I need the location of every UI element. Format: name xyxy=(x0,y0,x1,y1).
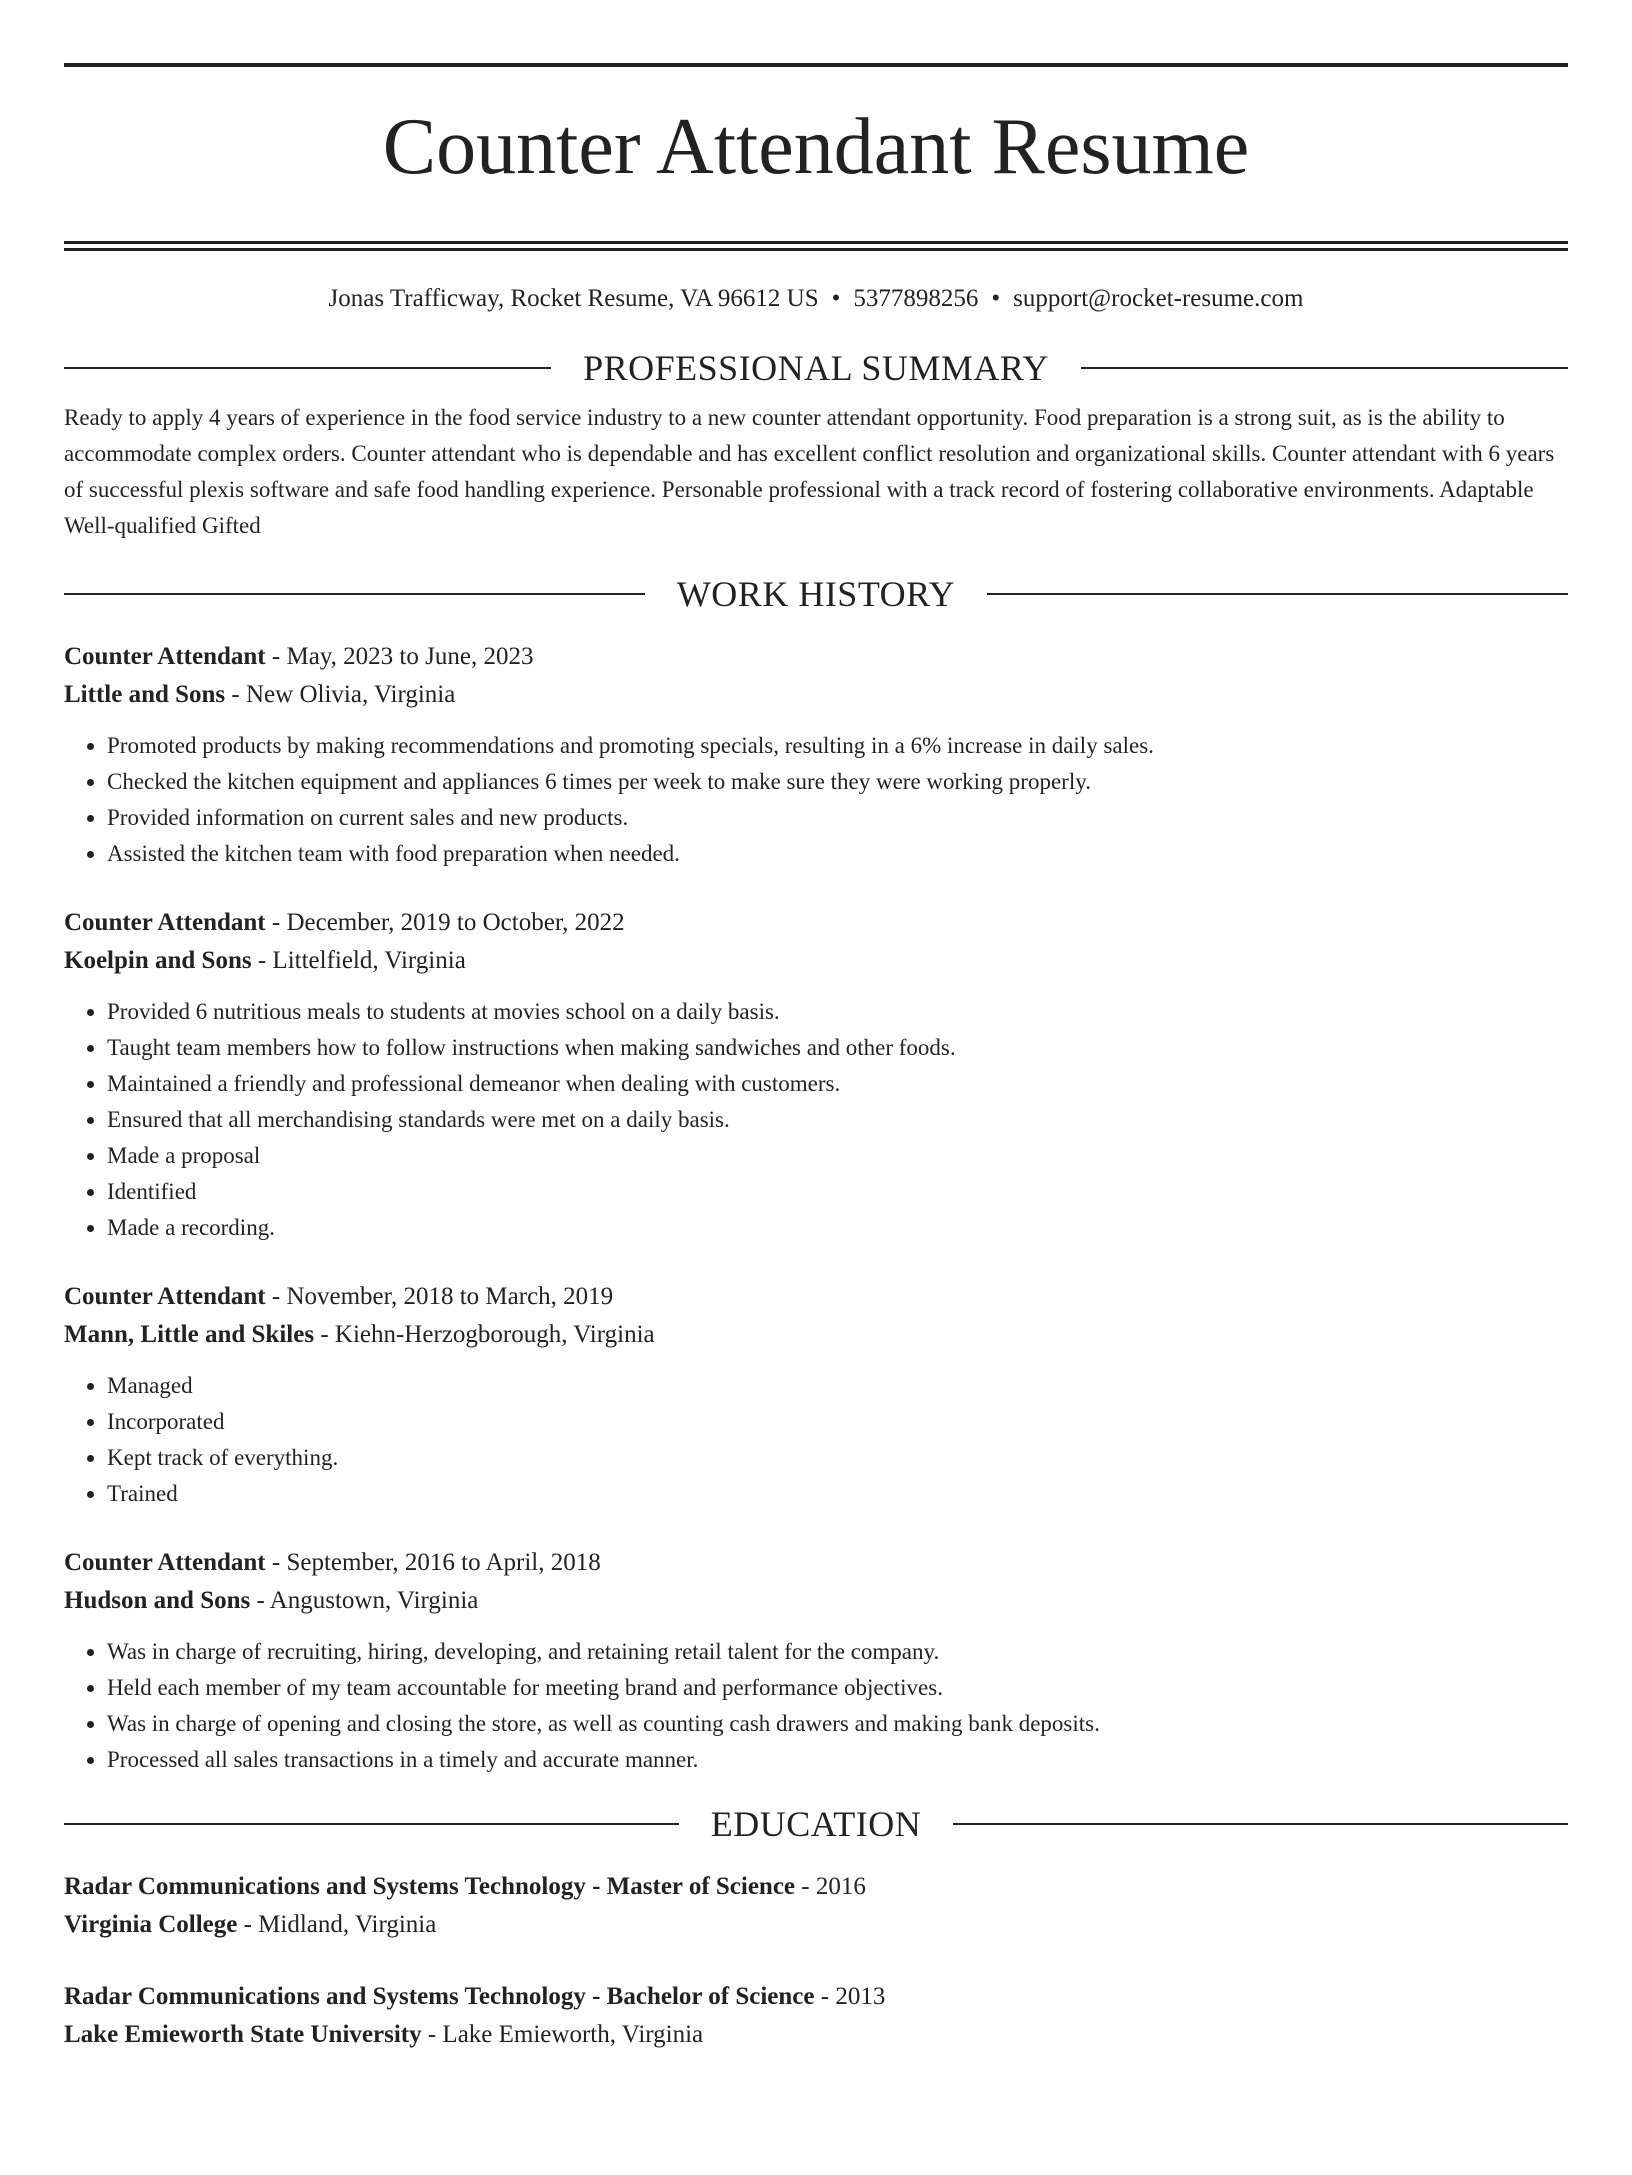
education-school: Lake Emieworth State University xyxy=(64,2020,422,2048)
job-bullet: • Held each member of my team accountable for meeting brand and performance objectives. xyxy=(107,1670,1568,1706)
job-title-line xyxy=(64,1544,1568,1582)
job-employer-line xyxy=(64,1316,1568,1354)
job-employer-line xyxy=(64,1582,1568,1620)
job-title: Counter Attendant xyxy=(64,1282,266,1310)
education-degree-line xyxy=(64,1978,1568,2016)
heading-rule-right xyxy=(1081,367,1568,369)
job-title: Counter Attendant xyxy=(64,1548,266,1576)
education-school-line xyxy=(64,1906,1568,1944)
education-entry xyxy=(64,1978,1568,2054)
job-bullet: • Processed all sales transactions in a timely and accurate manner. xyxy=(107,1742,1568,1778)
summary-text: Ready to apply 4 years of experience in the food service industry to a new counter attendant opportunity. Food preparation is a strong suit, as is the ability to accommodate complex orders. Counter attendant who is dependable and has excellent conflict resolution and organizational skills. Counter attendant with 6 years of successful plexis software and safe food handling experience. Personable professional with a track record of fostering collaborative environments. Adaptable Well-qualified Gifted xyxy=(64,404,1555,538)
heading-rule-right xyxy=(987,593,1568,595)
education-year: - 2016 xyxy=(795,1872,866,1900)
job-bullet: • Promoted products by making recommendations and promoting specials, resulting in a 6% increase in daily sales. xyxy=(107,728,1568,764)
heading-rule-left xyxy=(64,593,645,595)
job-employer: Mann, Little and Skiles xyxy=(64,1320,315,1348)
job-employer: Koelpin and Sons xyxy=(64,946,252,974)
contact-separator: • xyxy=(991,284,1001,312)
job-bullet: • Trained xyxy=(107,1476,1568,1512)
education-degree: Radar Communications and Systems Technology - Bachelor of Science xyxy=(64,1982,815,2010)
job-bullet-list xyxy=(64,728,1568,872)
job-dates: - November, 2018 to March, 2019 xyxy=(265,1282,614,1310)
contact-address: Jonas Trafficway, Rocket Resume, VA 96612 US xyxy=(328,284,819,312)
job-title-line xyxy=(64,638,1568,676)
job-entry xyxy=(64,1278,1568,1512)
contact-email: support@rocket-resume.com xyxy=(1013,284,1304,312)
section-title: EDUCATION xyxy=(710,1803,922,1844)
job-bullet: • Ensured that all merchandising standards were met on a daily basis. xyxy=(107,1102,1568,1138)
education-school: Virginia College xyxy=(64,1910,238,1938)
job-location: - Angustown, Virginia xyxy=(250,1586,479,1614)
section-heading-summary xyxy=(64,348,1568,388)
job-employer-line xyxy=(64,942,1568,980)
top-rule xyxy=(64,63,1568,67)
job-title-line xyxy=(64,904,1568,942)
job-entry xyxy=(64,904,1568,1246)
section-title: PROFESSIONAL SUMMARY xyxy=(583,347,1049,388)
resume-page xyxy=(0,63,1632,2175)
job-bullet: • Made a proposal xyxy=(107,1138,1568,1174)
job-employer: Hudson and Sons xyxy=(64,1586,251,1614)
job-title: Counter Attendant xyxy=(64,642,266,670)
job-location: - New Olivia, Virginia xyxy=(225,680,456,708)
job-bullet: • Provided information on current sales and new products. xyxy=(107,800,1568,836)
job-bullet: • Checked the kitchen equipment and appliances 6 times per week to make sure they were working properly. xyxy=(107,764,1568,800)
section-title: WORK HISTORY xyxy=(676,573,956,614)
job-dates: - May, 2023 to June, 2023 xyxy=(265,642,534,670)
job-bullet: • Incorporated xyxy=(107,1404,1568,1440)
resume-title: Counter Attendant Resume xyxy=(382,103,1250,191)
job-bullet: • Provided 6 nutritious meals to students at movies school on a daily basis. xyxy=(107,994,1568,1030)
job-dates: - September, 2016 to April, 2018 xyxy=(265,1548,601,1576)
heading-rule-left xyxy=(64,1823,679,1825)
section-heading-work xyxy=(64,574,1568,614)
contact-phone: 5377898256 xyxy=(853,284,979,312)
job-bullet-list xyxy=(64,1634,1568,1778)
education-list xyxy=(64,1868,1568,2054)
job-entry xyxy=(64,1544,1568,1778)
job-bullet: • Kept track of everything. xyxy=(107,1440,1568,1476)
job-bullet: • Made a recording. xyxy=(107,1210,1568,1246)
contact-separator: • xyxy=(831,284,841,312)
job-title: Counter Attendant xyxy=(64,908,266,936)
work-history-list xyxy=(64,638,1568,1778)
job-bullet: • Maintained a friendly and professional demeanor when dealing with customers. xyxy=(107,1066,1568,1102)
section-heading-education xyxy=(64,1804,1568,1844)
job-bullet: • Taught team members how to follow instructions when making sandwiches and other foods. xyxy=(107,1030,1568,1066)
job-entry xyxy=(64,638,1568,872)
education-location: - Lake Emieworth, Virginia xyxy=(421,2020,704,2048)
job-bullet-list xyxy=(64,994,1568,1246)
job-bullet: • Was in charge of opening and closing the store, as well as counting cash drawers and making bank deposits. xyxy=(107,1706,1568,1742)
heading-rule-right xyxy=(953,1823,1568,1825)
job-bullet-list xyxy=(64,1368,1568,1512)
job-location: - Littelfield, Virginia xyxy=(251,946,466,974)
title-double-rule xyxy=(64,241,1568,251)
job-title-line xyxy=(64,1278,1568,1316)
education-degree: Radar Communications and Systems Technology - Master of Science xyxy=(64,1872,796,1900)
job-bullet: • Was in charge of recruiting, hiring, developing, and retaining retail talent for the company. xyxy=(107,1634,1568,1670)
education-school-line xyxy=(64,2016,1568,2054)
job-bullet: • Assisted the kitchen team with food preparation when needed. xyxy=(107,836,1568,872)
education-degree-line xyxy=(64,1868,1568,1906)
job-employer-line xyxy=(64,676,1568,714)
job-bullet: • Identified xyxy=(107,1174,1568,1210)
job-dates: - December, 2019 to October, 2022 xyxy=(265,908,625,936)
education-year: - 2013 xyxy=(814,1982,886,2010)
education-entry xyxy=(64,1868,1568,1944)
job-employer: Little and Sons xyxy=(64,680,226,708)
contact-line xyxy=(64,284,1568,314)
job-location: - Kiehn-Herzogborough, Virginia xyxy=(314,1320,655,1348)
heading-rule-left xyxy=(64,367,551,369)
job-bullet: • Managed xyxy=(107,1368,1568,1404)
education-location: - Midland, Virginia xyxy=(237,1910,437,1938)
